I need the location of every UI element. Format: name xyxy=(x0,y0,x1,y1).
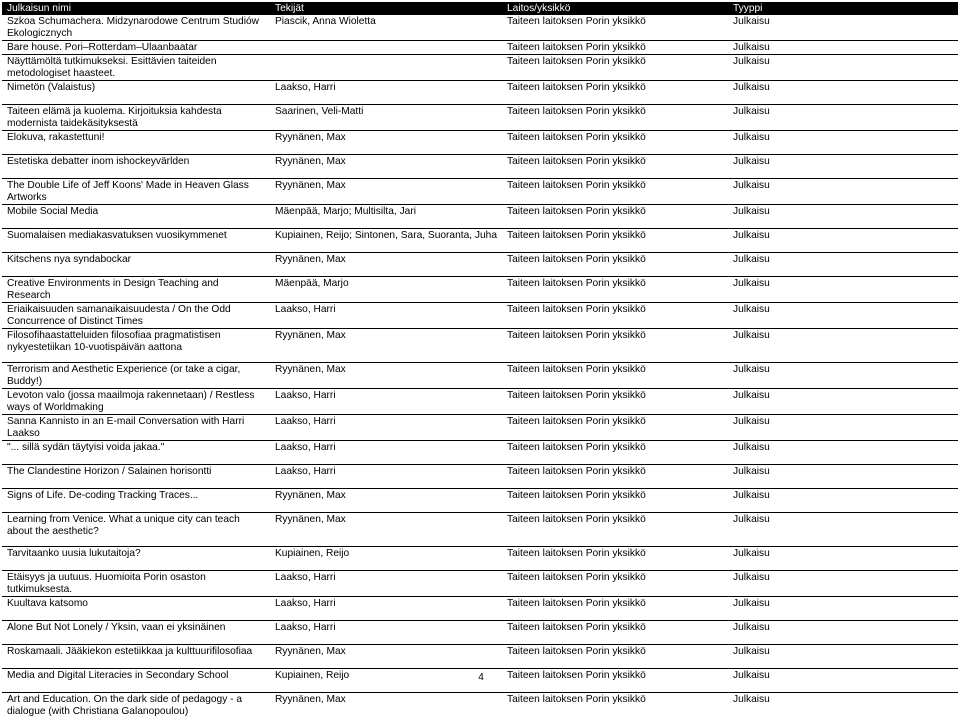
cell-title: Roskamaali. Jääkiekon estetiikkaa ja kulttuurifilosofiaa xyxy=(2,645,270,669)
cell-unit: Taiteen laitoksen Porin yksikkö xyxy=(502,571,728,597)
cell-unit: Taiteen laitoksen Porin yksikkö xyxy=(502,597,728,621)
cell-unit: Taiteen laitoksen Porin yksikkö xyxy=(502,277,728,303)
cell-unit: Taiteen laitoksen Porin yksikkö xyxy=(502,441,728,465)
cell-type: Julkaisu xyxy=(728,105,958,131)
table-row xyxy=(2,415,958,441)
header-row xyxy=(2,2,958,15)
cell-unit: Taiteen laitoksen Porin yksikkö xyxy=(502,363,728,389)
cell-authors: Ryynänen, Max xyxy=(270,363,502,389)
table-row xyxy=(2,441,958,465)
table-body xyxy=(2,15,958,721)
cell-title: Bare house. Pori–Rotterdam–Ulaanbaatar xyxy=(2,41,270,55)
cell-unit: Taiteen laitoksen Porin yksikkö xyxy=(502,329,728,363)
cell-unit: Taiteen laitoksen Porin yksikkö xyxy=(502,81,728,105)
page-number: 4 xyxy=(478,672,484,683)
cell-title: Filosofihaastatteluiden filosofiaa pragmatistisen nykyestetiikan 10-vuotispäivän aattona xyxy=(2,329,270,363)
cell-title: Taiteen elämä ja kuolema. Kirjoituksia kahdesta modernista taidekäsityksestä xyxy=(2,105,270,131)
cell-type: Julkaisu xyxy=(728,277,958,303)
cell-unit: Taiteen laitoksen Porin yksikkö xyxy=(502,131,728,155)
cell-authors: Laakso, Harri xyxy=(270,415,502,441)
cell-unit: Taiteen laitoksen Porin yksikkö xyxy=(507,694,646,705)
cell-authors xyxy=(270,41,502,55)
cell-type: Julkaisu xyxy=(728,597,958,621)
table-row xyxy=(2,363,958,389)
table-row xyxy=(2,489,958,513)
cell-authors: Ryynänen, Max xyxy=(270,155,502,179)
cell-authors: Laakso, Harri xyxy=(270,465,502,489)
table-row xyxy=(2,465,958,489)
table-row xyxy=(2,179,958,205)
table-row xyxy=(2,131,958,155)
cell-authors: Laakso, Harri xyxy=(270,621,502,645)
cell-type: Julkaisu xyxy=(728,155,958,179)
cell-authors: Ryynänen, Max xyxy=(270,253,502,277)
cell-unit: Taiteen laitoksen Porin yksikkö xyxy=(502,389,728,415)
cell-title: Eriaikaisuuden samanaikaisuudesta / On the Odd Concurrence of Distinct Times xyxy=(2,303,270,329)
cell-type: Julkaisu xyxy=(733,694,770,705)
table-row xyxy=(2,205,958,229)
cell-title: Sanna Kannisto in an E-mail Conversation with Harri Laakso xyxy=(2,415,270,441)
table-row xyxy=(2,329,958,363)
cell-authors: Mäenpää, Marjo; Multisilta, Jari xyxy=(270,205,502,229)
cell-unit: Taiteen laitoksen Porin yksikkö xyxy=(502,55,728,81)
cell-title: Learning from Venice. What a unique city can teach about the aesthetic? xyxy=(2,513,270,547)
cell-unit: Taiteen laitoksen Porin yksikkö xyxy=(502,513,728,547)
table-row xyxy=(2,155,958,179)
cell-authors: Saarinen, Veli-Matti xyxy=(270,105,502,131)
table-row xyxy=(2,571,958,597)
table-row xyxy=(2,253,958,277)
cell-type: Julkaisu xyxy=(728,329,958,363)
cell-title: Levoton valo (jossa maailmoja rakennetaan) / Restless ways of Worldmaking xyxy=(2,389,270,415)
cell-type: Julkaisu xyxy=(728,229,958,253)
cell-type: Julkaisu xyxy=(728,465,958,489)
cell-authors: Laakso, Harri xyxy=(270,441,502,465)
table-row xyxy=(2,547,958,571)
cell-type: Julkaisu xyxy=(728,489,958,513)
cell-authors: Ryynänen, Max xyxy=(275,694,346,705)
cell-unit: Taiteen laitoksen Porin yksikkö xyxy=(502,205,728,229)
cell-authors: Kupiainen, Reijo; Sintonen, Sara, Suoranta, Juha xyxy=(270,229,502,253)
table-row xyxy=(2,277,958,303)
table-row xyxy=(2,693,958,721)
cell-title: Elokuva, rakastettuni! xyxy=(2,131,270,155)
cell-authors: Mäenpää, Marjo xyxy=(270,277,502,303)
cell-title: "... sillä sydän täytyisi voida jakaa." xyxy=(2,441,270,465)
cell-type: Julkaisu xyxy=(728,547,958,571)
cell-unit: Taiteen laitoksen Porin yksikkö xyxy=(502,41,728,55)
cell-title: Tarvitaanko uusia lukutaitoja? xyxy=(2,547,270,571)
cell-authors: Ryynänen, Max xyxy=(270,489,502,513)
cell-type: Julkaisu xyxy=(728,15,958,41)
header-authors: Tekijät xyxy=(270,2,502,15)
cell-type: Julkaisu xyxy=(728,441,958,465)
cell-unit: Taiteen laitoksen Porin yksikkö xyxy=(502,621,728,645)
cell-unit: Taiteen laitoksen Porin yksikkö xyxy=(502,229,728,253)
publications-table xyxy=(2,2,958,721)
cell-authors: Laakso, Harri xyxy=(270,571,502,597)
table-row xyxy=(2,513,958,547)
table-row xyxy=(2,303,958,329)
cell-title: The Clandestine Horizon / Salainen horisontti xyxy=(2,465,270,489)
cell-title: Kitschens nya syndabockar xyxy=(2,253,270,277)
cell-type: Julkaisu xyxy=(728,571,958,597)
cell-title: Mobile Social Media xyxy=(2,205,270,229)
cell-title: Etäisyys ja uutuus. Huomioita Porin osaston tutkimuksesta. xyxy=(2,571,270,597)
table-row xyxy=(2,597,958,621)
table-row xyxy=(2,41,958,55)
cell-type: Julkaisu xyxy=(728,621,958,645)
cell-type: Julkaisu xyxy=(728,55,958,81)
header-unit: Laitos/yksikkö xyxy=(502,2,728,15)
cell-type: Julkaisu xyxy=(728,253,958,277)
cell-authors: Kupiainen, Reijo xyxy=(270,547,502,571)
cell-authors: Kupiainen, Reijo xyxy=(270,669,502,693)
cell-unit: Taiteen laitoksen Porin yksikkö xyxy=(502,547,728,571)
table-row xyxy=(2,621,958,645)
table-row xyxy=(2,55,958,81)
cell-authors: Laakso, Harri xyxy=(270,597,502,621)
cell-authors: Laakso, Harri xyxy=(270,303,502,329)
cell-authors: Ryynänen, Max xyxy=(270,645,502,669)
cell-unit: Taiteen laitoksen Porin yksikkö xyxy=(502,415,728,441)
cell-authors: Ryynänen, Max xyxy=(270,131,502,155)
table-row xyxy=(2,229,958,253)
cell-title: The Double Life of Jeff Koons' Made in Heaven Glass Artworks xyxy=(2,179,270,205)
cell-type: Julkaisu xyxy=(728,645,958,669)
cell-type: Julkaisu xyxy=(728,389,958,415)
cell-type: Julkaisu xyxy=(728,303,958,329)
cell-type: Julkaisu xyxy=(728,41,958,55)
cell-title: Suomalaisen mediakasvatuksen vuosikymmenet xyxy=(2,229,270,253)
cell-type: Julkaisu xyxy=(728,513,958,547)
cell-unit: Taiteen laitoksen Porin yksikkö xyxy=(502,669,728,693)
cell-authors: Ryynänen, Max xyxy=(270,513,502,547)
cell-authors: Laakso, Harri xyxy=(270,81,502,105)
cell-authors: Ryynänen, Max xyxy=(270,329,502,363)
cell-type: Julkaisu xyxy=(728,131,958,155)
cell-unit: Taiteen laitoksen Porin yksikkö xyxy=(502,645,728,669)
header-type: Tyyppi xyxy=(728,2,958,15)
cell-type: Julkaisu xyxy=(728,205,958,229)
cell-title: Kuultava katsomo xyxy=(2,597,270,621)
cell-title: Szkoa Schumachera. Midzynarodowe Centrum Studiów Ekologicznych xyxy=(2,15,270,41)
cell-title: Alone But Not Lonely / Yksin, vaan ei yksinäinen xyxy=(2,621,270,645)
cell-authors xyxy=(270,55,502,81)
cell-unit: Taiteen laitoksen Porin yksikkö xyxy=(502,489,728,513)
cell-title: Media and Digital Literacies in Secondary School xyxy=(2,669,270,693)
cell-unit: Taiteen laitoksen Porin yksikkö xyxy=(502,155,728,179)
cell-title: Signs of Life. De-coding Tracking Traces... xyxy=(2,489,270,513)
table-row xyxy=(2,645,958,669)
cell-type: Julkaisu xyxy=(728,669,958,693)
cell-type: Julkaisu xyxy=(728,363,958,389)
table-row xyxy=(2,81,958,105)
header-title: Julkaisun nimi xyxy=(2,2,270,15)
cell-title: Näyttämöltä tutkimukseksi. Esittävien taiteiden metodologiset haasteet. xyxy=(2,55,270,81)
cell-title: Art and Education. On the dark side of pedagogy - a dialogue (with Christiana Galanopoulou) xyxy=(7,694,243,717)
cell-unit: Taiteen laitoksen Porin yksikkö xyxy=(502,253,728,277)
cell-unit: Taiteen laitoksen Porin yksikkö xyxy=(502,105,728,131)
cell-authors: Laakso, Harri xyxy=(270,389,502,415)
cell-title: Terrorism and Aesthetic Experience (or take a cigar, Buddy!) xyxy=(2,363,270,389)
cell-authors: Piascik, Anna Wioletta xyxy=(270,15,502,41)
cell-type: Julkaisu xyxy=(728,179,958,205)
cell-authors: Ryynänen, Max xyxy=(270,179,502,205)
cell-title: Creative Environments in Design Teaching and Research xyxy=(2,277,270,303)
table-row xyxy=(2,105,958,131)
table-row xyxy=(2,389,958,415)
cell-title: Estetiska debatter inom ishockeyvärlden xyxy=(2,155,270,179)
cell-title: Nimetön (Valaistus) xyxy=(2,81,270,105)
table-row xyxy=(2,15,958,41)
cell-type: Julkaisu xyxy=(728,81,958,105)
cell-unit: Taiteen laitoksen Porin yksikkö xyxy=(502,15,728,41)
cell-unit: Taiteen laitoksen Porin yksikkö xyxy=(502,465,728,489)
cell-unit: Taiteen laitoksen Porin yksikkö xyxy=(502,303,728,329)
cell-unit: Taiteen laitoksen Porin yksikkö xyxy=(502,179,728,205)
cell-type: Julkaisu xyxy=(728,415,958,441)
